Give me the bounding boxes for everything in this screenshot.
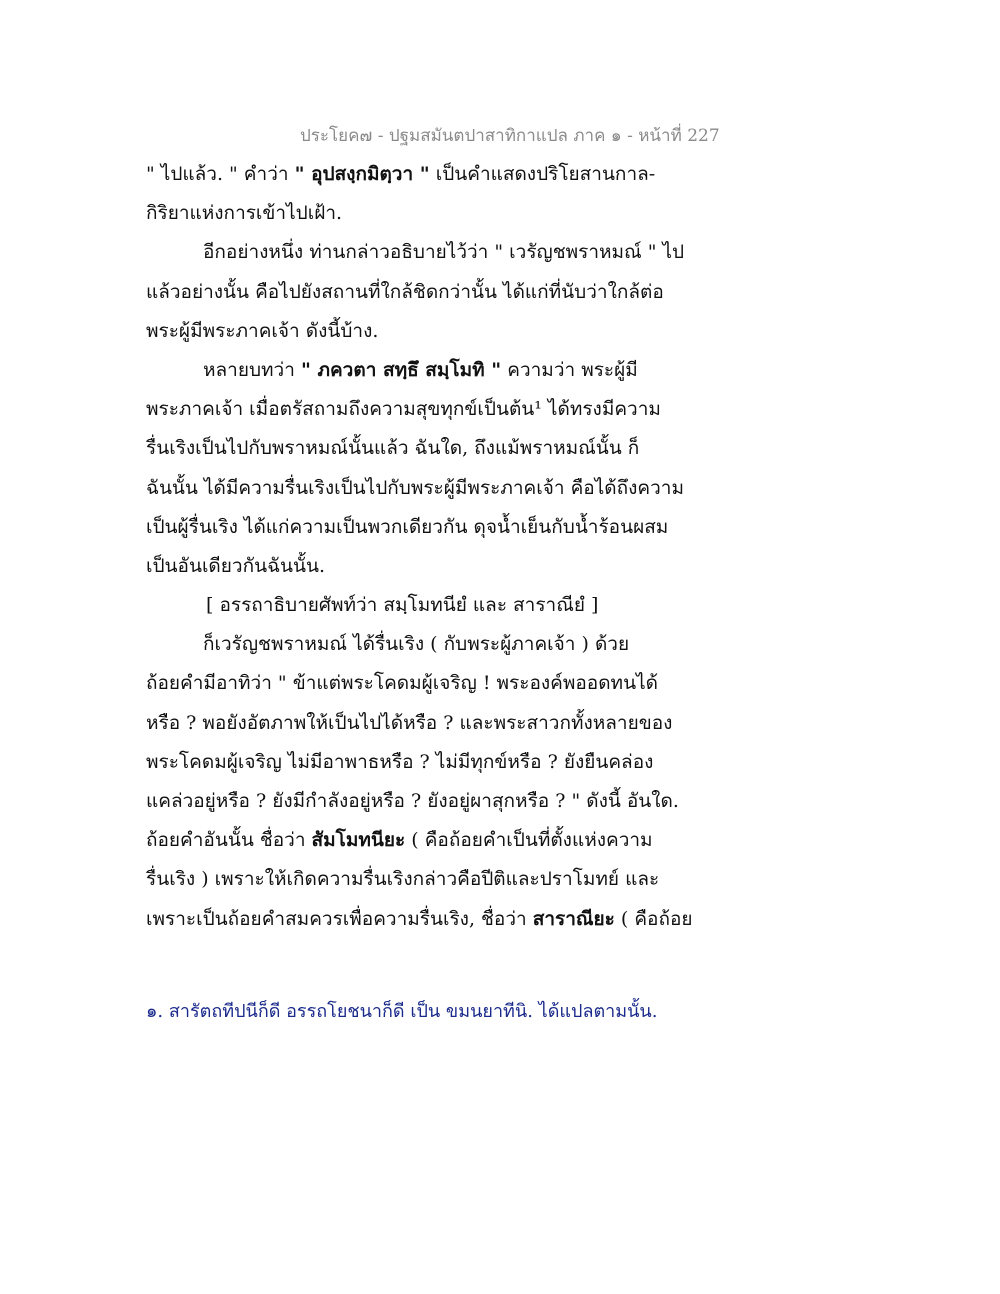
- text-line: เพราะเป็นถ้อยคำสมควรเพื่อความรื่นเริง, ชื่อว่า สาราณียะ ( คือถ้อย: [146, 907, 693, 930]
- bold-term: สัมโมทนียะ: [311, 829, 406, 852]
- text-line: รื่นเริงเป็นไปกับพราหมณ์นั้นแล้ว ฉันใด, ถึงแม้พราหมณ์นั้น ก็: [146, 437, 640, 460]
- text-line: ถ้อยคำอันนั้น ชื่อว่า สัมโมทนียะ ( คือถ้อยคำเป็นที่ตั้งแห่งความ: [146, 829, 653, 852]
- section-heading: [ อรรถาธิบายศัพท์ว่า สมฺโมทนียํ และ สาราณียํ ]: [206, 594, 599, 617]
- text-line: ฉันนั้น ได้มีความรื่นเริงเป็นไปกับพระผู้มีพระภาคเจ้า คือได้ถึงความ: [146, 476, 684, 499]
- text-line: แคล่วอยู่หรือ ? ยังมีกำลังอยู่หรือ ? ยังอยู่ผาสุกหรือ ? " ดังนี้ อันใด.: [146, 790, 679, 812]
- footnote: ๑. สารัตถทีปนีก็ดี อรรถโยชนาก็ดี เป็น ขมนยาทีนิ. ได้แปลตามนั้น.: [146, 1001, 658, 1022]
- text-line: พระภาคเจ้า เมื่อตรัสถามถึงความสุขทุกข์เป็นต้น¹ ได้ทรงมีความ: [146, 398, 661, 421]
- bold-term: " อุปสงฺกมิตฺวา ": [294, 163, 430, 185]
- text-line: เป็นผู้รื่นเริง ได้แก่ความเป็นพวกเดียวกัน ดุจน้ำเย็นกับน้ำร้อนผสม: [146, 515, 669, 538]
- bold-term: " ภควตา สทฺธึ สมฺโมทิ ": [300, 358, 502, 381]
- text-line: หลายบทว่า " ภควตา สทฺธึ สมฺโมทิ " ความว่า พระผู้มี: [203, 358, 638, 381]
- text-line: หรือ ? พอยังอัตภาพให้เป็นไปได้หรือ ? และพระสาวกทั้งหลายของ: [146, 711, 673, 734]
- text-line: รื่นเริง ) เพราะให้เกิดความรื่นเริงกล่าวคือปีติและปราโมทย์ และ: [146, 868, 660, 891]
- text-line: ก็เวรัญชพราหมณ์ ได้รื่นเริง ( กับพระผู้ภาคเจ้า ) ด้วย: [203, 633, 630, 656]
- text-line: เป็นอันเดียวกันฉันนั้น.: [146, 554, 326, 577]
- text-line: ถ้อยคำมีอาทิว่า " ข้าแต่พระโคดมผู้เจริญ ! พระองค์พออดทนได้: [146, 672, 658, 695]
- text-line: อีกอย่างหนึ่ง ท่านกล่าวอธิบายไว้ว่า " เวรัญชพราหมณ์ " ไป: [203, 241, 685, 264]
- running-head: ประโยค๗ - ปฐมสมันตปาสาทิกาแปล ภาค ๑ - หน้าที่ 227: [300, 126, 720, 146]
- text-line: " ไปแล้ว. " คำว่า " อุปสงฺกมิตฺวา " เป็นคำแสดงปริโยสานกาล-: [146, 163, 656, 185]
- body-text: [146, 155, 706, 939]
- text-line: แล้วอย่างนั้น คือไปยังสถานที่ใกล้ชิดกว่านั้น ได้แก่ที่นับว่าใกล้ต่อ: [146, 280, 664, 303]
- text-line: พระโคดมผู้เจริญ ไม่มีอาพาธหรือ ? ไม่มีทุกข์หรือ ? ยังยืนคล่อง: [146, 750, 654, 773]
- bold-term: สาราณียะ: [532, 907, 615, 930]
- text-line: กิริยาแห่งการเข้าไปเฝ้า.: [146, 202, 343, 225]
- text-line: พระผู้มีพระภาคเจ้า ดังนี้บ้าง.: [146, 319, 379, 342]
